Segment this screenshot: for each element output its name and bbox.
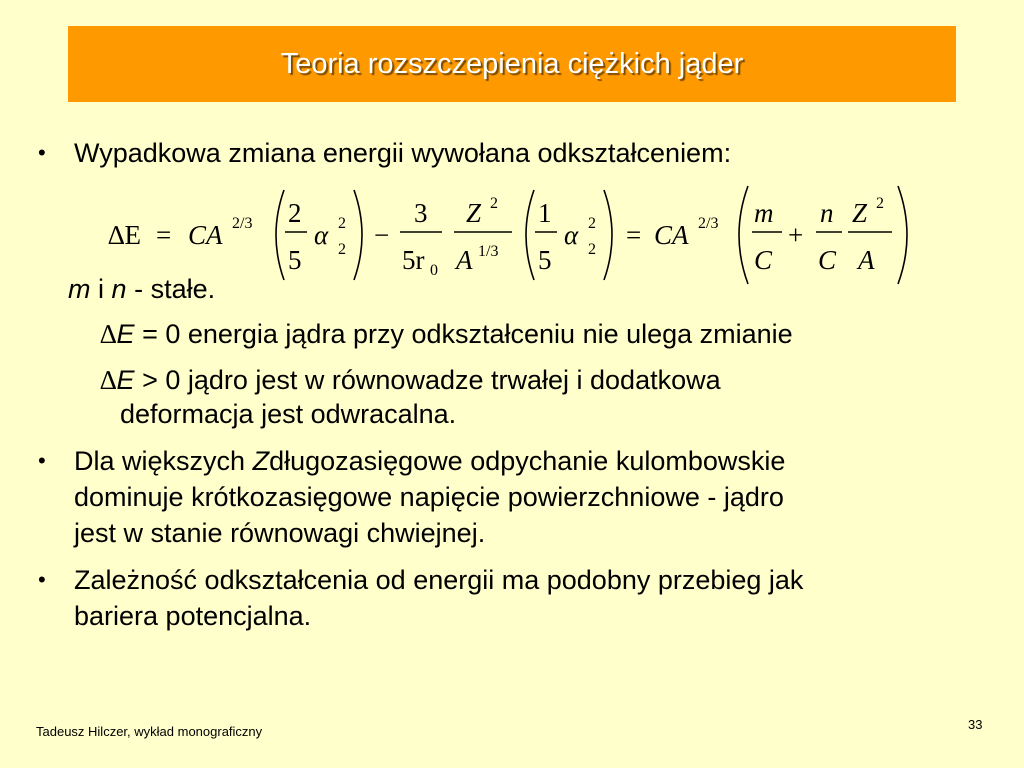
frac-den-5r: 5r	[402, 245, 425, 275]
formula-lhs: ∆E	[108, 220, 142, 250]
formula-ca-2: CA	[654, 220, 689, 250]
const-n: n	[111, 274, 127, 304]
alpha-1: α	[314, 220, 329, 250]
formula-minus: −	[374, 220, 390, 250]
bullet-2-line-3: jest w stanie równowagi chwiejnej.	[74, 518, 486, 548]
alpha-2-sup: 2	[588, 215, 596, 232]
energy-formula	[108, 184, 918, 286]
e-symbol-1: E	[116, 319, 135, 349]
page-number: 33	[968, 717, 983, 732]
footer-author: Tadeusz Hilczer, wykład monograficzny	[36, 724, 263, 739]
sub-line-2	[100, 364, 721, 396]
frac-num-n: n	[820, 198, 834, 228]
formula-plus: +	[788, 220, 804, 250]
frac-den-a-2: A	[858, 245, 875, 275]
bullet-3-line-2: bariera potencjalna.	[74, 601, 312, 631]
bullet-3-line-1: Zależność odkształcenia od energii ma podobny przebieg jak	[74, 565, 804, 595]
z-sup-2-b: 2	[876, 195, 884, 212]
frac-den-5b: 5	[538, 245, 552, 275]
bullet-dot: •	[38, 567, 46, 592]
bullet-dot: •	[38, 140, 46, 165]
delta-symbol-2: ∆	[100, 365, 117, 395]
frac-den-c-1: C	[754, 245, 773, 275]
alpha-1-sub: 2	[338, 241, 346, 258]
paren-right-3	[898, 186, 907, 284]
sub-line-1-text: = 0 energia jądra przy odkształceniu nie ulega zmianie	[142, 319, 793, 349]
paren-left-3	[739, 186, 748, 284]
alpha-2: α	[564, 220, 579, 250]
slide-title: Teoria rozszczepienia ciężkich jąder	[280, 47, 744, 80]
frac-den-c-2: C	[818, 245, 837, 275]
formula-ca-1: CA	[188, 220, 223, 250]
formula-eq-1: =	[156, 220, 172, 250]
bullet-2-part2: długozasięgowe odpychanie kulombowskie	[269, 446, 786, 476]
delta-symbol-1: ∆	[100, 319, 117, 349]
frac-den-a: A	[456, 245, 473, 275]
paren-right-2	[604, 190, 612, 280]
bullet-dot: •	[38, 448, 46, 473]
sub-line-2-cont: deformacja jest odwracalna.	[120, 399, 457, 429]
const-m: m	[68, 274, 91, 304]
formula-exp-1: 2/3	[232, 215, 253, 232]
frac-num-2: 2	[288, 198, 302, 228]
frac-num-z: Z	[466, 198, 482, 228]
alpha-2-sub: 2	[588, 241, 596, 258]
formula-eq-2: =	[626, 220, 642, 250]
sub-line-1	[100, 318, 793, 350]
bullet-2-part1: Dla większych	[74, 446, 246, 476]
e-symbol-2: E	[116, 365, 135, 395]
alpha-1-sup: 2	[338, 215, 346, 232]
bullet-2-line-2: dominuje krótkozasięgowe napięcie powierzchniowe - jądro	[74, 482, 784, 512]
frac-num-1: 1	[538, 198, 552, 228]
bullet-2-z: Z	[252, 446, 270, 476]
formula-exp-2: 2/3	[698, 215, 719, 232]
bullet-2-line-1	[74, 445, 785, 477]
paren-right-1	[354, 190, 362, 280]
a-exp-13: 1/3	[478, 243, 499, 260]
paren-left-2	[526, 190, 534, 280]
r-sub-zero: 0	[430, 262, 438, 279]
frac-num-m: m	[754, 198, 774, 228]
paren-left-1	[276, 190, 284, 280]
frac-den-5: 5	[288, 245, 302, 275]
bullet-1-text: Wypadkowa zmiana energii wywołana odkształceniem:	[74, 138, 732, 168]
frac-num-z-2: Z	[852, 198, 868, 228]
constants-line	[68, 273, 215, 305]
frac-num-3: 3	[414, 198, 428, 228]
const-rest: - stałe.	[134, 274, 216, 304]
const-i: i	[98, 274, 105, 304]
z-sup-2: 2	[490, 195, 498, 212]
sub-line-2-text: > 0 jądro jest w równowadze trwałej i dodatkowa	[142, 365, 721, 395]
title-bar	[68, 26, 956, 102]
